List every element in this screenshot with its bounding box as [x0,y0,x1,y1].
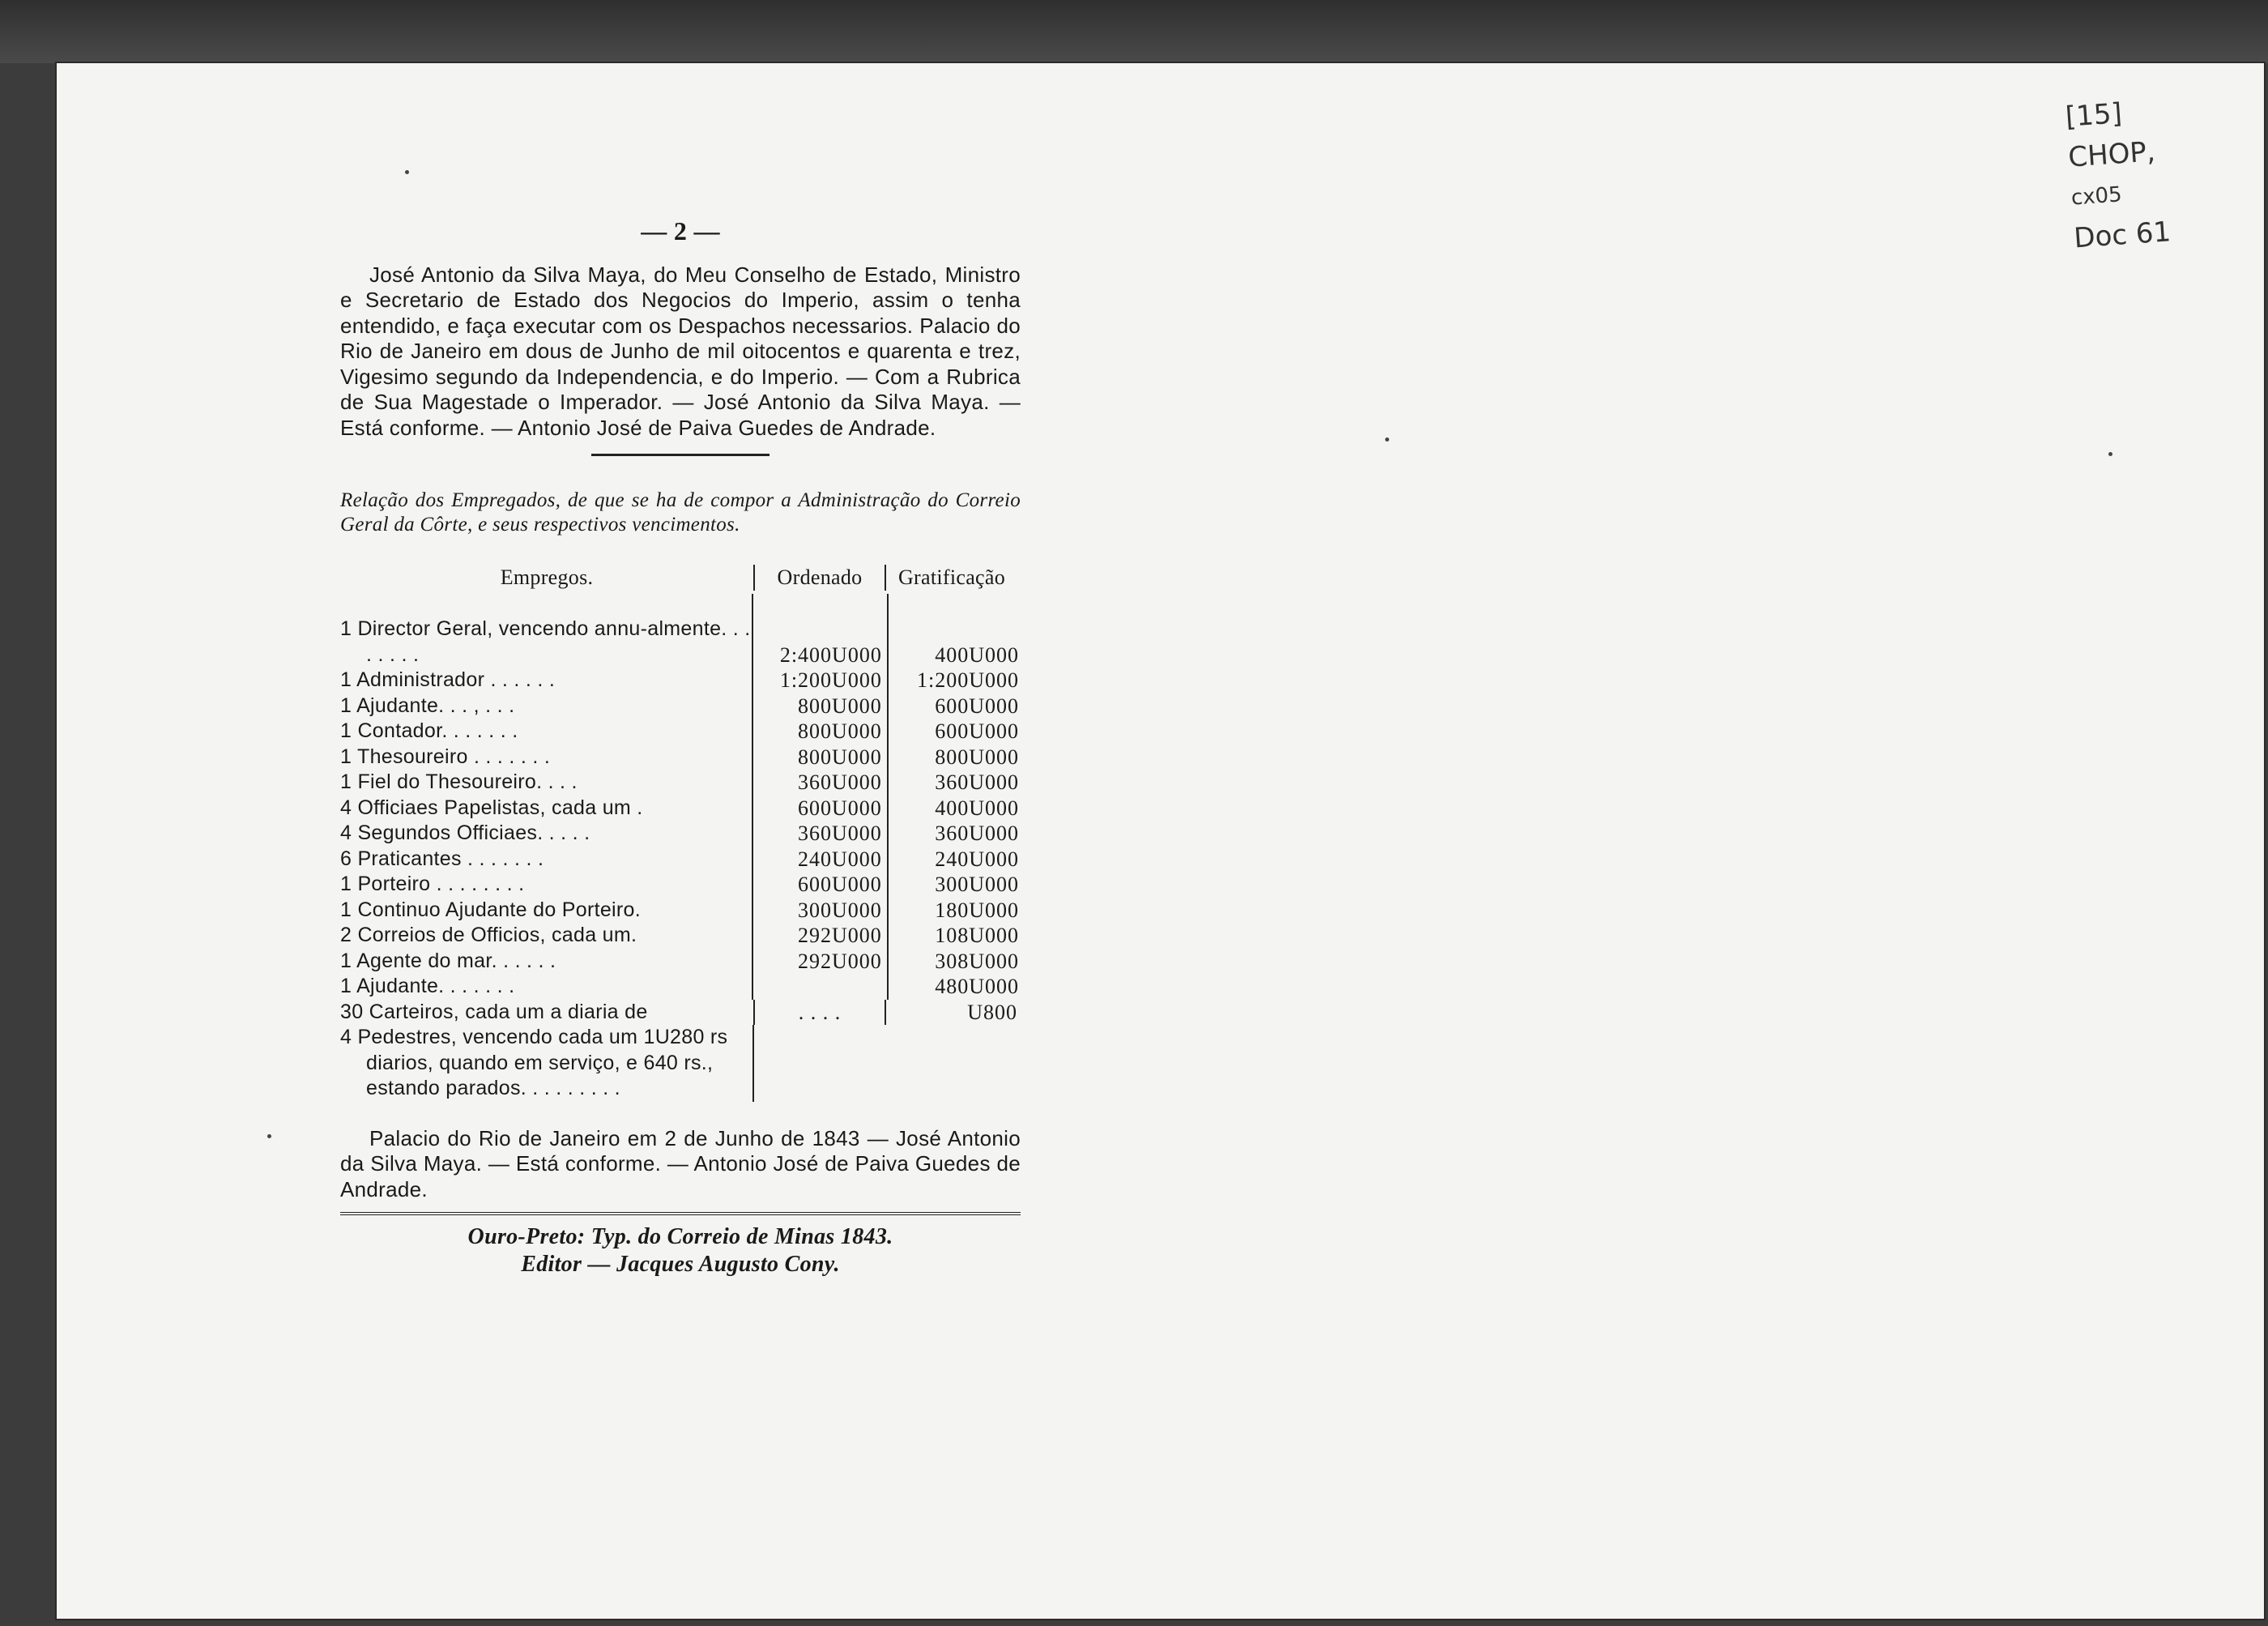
cell-emprego: 1 Fiel do Thesoureiro. . . . [340,770,578,793]
cell-emprego: 4 Pedestres, vencendo cada um 1U280 rs diarios, quando em serviço, e 640 rs., estando parados. . . . . . . . . [340,1026,734,1099]
table-row [340,1025,1021,1102]
cell-gratificacao: 600U000 [887,719,1021,745]
footer-divider [340,1212,1021,1215]
archive-annotation [2064,85,2253,259]
cell-gratificacao: 300U000 [887,872,1021,898]
archive-note: cx05 [2070,182,2123,211]
table-row [340,872,1021,898]
cell-gratificacao: 600U000 [887,694,1021,719]
section-divider [591,454,770,456]
cell-gratificacao: 108U000 [887,923,1021,949]
table-row [340,923,1021,949]
closing-section [340,1126,1021,1203]
table-row [340,974,1021,1000]
cell-emprego: 1 Thesoureiro . . . . . . . [340,745,551,768]
decree-section [340,262,1021,442]
imprint-line-1: Ouro-Preto: Typ. do Correio de Minas 1843. [467,1224,893,1249]
table-row [340,1000,1021,1026]
cell-emprego: 4 Segundos Officiaes. . . . . [340,822,590,844]
table-row [340,949,1021,975]
cell-ordenado: 240U000 [752,847,887,873]
cell-ordenado: . . . . [753,1000,885,1026]
cell-ordenado: 800U000 [752,745,887,770]
cell-ordenado [752,974,887,1000]
speck [1385,437,1389,442]
cell-gratificacao: U800 [885,1000,1019,1026]
speck [2108,452,2112,456]
cell-emprego: 1 Continuo Ajudante do Porteiro. [340,898,641,921]
cell-ordenado: 800U000 [752,694,887,719]
cell-gratificacao: 400U000 [887,617,1021,668]
table-row [340,821,1021,847]
cell-emprego: 1 Ajudante. . . . . . . [340,975,515,997]
scan-border [0,0,2268,63]
cell-emprego: 2 Correios de Officios, cada um. [340,924,637,946]
header-gratificacao: Gratificação [885,565,1017,591]
cell-gratificacao: 360U000 [887,770,1021,796]
table-row [340,745,1021,770]
table-row [340,898,1021,924]
table-row [340,719,1021,745]
archive-note: [15] [2064,97,2124,134]
cell-emprego: 6 Praticantes . . . . . . . [340,847,544,870]
cell-gratificacao: 360U000 [887,821,1021,847]
cell-ordenado: 292U000 [752,923,887,949]
page-number: — 2 — [641,216,720,245]
cell-emprego: 1 Porteiro . . . . . . . . [340,873,525,895]
cell-ordenado: 600U000 [752,872,887,898]
table-row [340,796,1021,822]
cell-emprego: 1 Contador. . . . . . . [340,719,518,742]
cell-emprego: 4 Officiaes Papelistas, cada um . [340,796,643,819]
cell-gratificacao: 180U000 [887,898,1021,924]
header-empregos: Empregos. [500,565,594,590]
salary-table [340,561,1021,1102]
cell-gratificacao [888,1025,1021,1102]
cell-ordenado: 2:400U000 [752,617,887,668]
decree-text: José Antonio da Silva Maya, do Meu Conselho de Estado, Ministro e Secretario de Estado dos Negocios do Imperio, assim o tenha entendido, e faça executar com os Despachos necessarios. Palacio do Rio de Janeiro em dous de Junho de mil oitocentos e quarenta e trez, Vigesimo segundo da Independencia, e do Imperio. — Com a Rubrica de Sua Magestade o Imperador. — José Antonio da Silva Maya. — Está conforme. — Antonio José de Paiva Guedes de Andrade. [340,262,1021,440]
table-gap [340,594,1021,617]
cell-ordenado: 600U000 [752,796,887,822]
archive-note: CHOP, [2067,135,2157,174]
cell-ordenado: 300U000 [752,898,887,924]
archive-note: Doc 61 [2073,216,2172,255]
imprint [340,1223,1021,1278]
cell-ordenado: 1:200U000 [752,668,887,694]
cell-gratificacao: 480U000 [887,974,1021,1000]
cell-gratificacao: 308U000 [887,949,1021,975]
table-heading: Relação dos Empregados, de que se ha de compor a Administração do Correio Geral da Côrte, e seus respectivos vencimentos. [340,489,1021,536]
cell-emprego: 30 Carteiros, cada um a diaria de [340,1000,648,1023]
printed-page [340,216,1021,1278]
cell-gratificacao: 400U000 [887,796,1021,822]
cell-emprego: 1 Agente do mar. . . . . . [340,949,556,972]
table-row [340,694,1021,719]
cell-gratificacao: 1:200U000 [887,668,1021,694]
speck [405,170,409,174]
cell-ordenado: 360U000 [752,770,887,796]
table-row [340,770,1021,796]
cell-gratificacao: 800U000 [887,745,1021,770]
cell-gratificacao: 240U000 [887,847,1021,873]
imprint-line-2: Editor — Jacques Augusto Cony. [521,1252,840,1277]
cell-emprego: 1 Administrador . . . . . . [340,668,556,691]
cell-emprego: 1 Director Geral, vencendo annu-almente. . . . . . . . [340,617,757,666]
table-row [340,847,1021,873]
speck [267,1134,271,1138]
cell-ordenado [752,1025,889,1102]
cell-ordenado: 800U000 [752,719,887,745]
cell-ordenado: 292U000 [752,949,887,975]
closing-text: Palacio do Rio de Janeiro em 2 de Junho de 1843 — José Antonio da Silva Maya. — Está conforme. — Antonio José de Paiva Guedes de Andrade. [340,1125,1021,1201]
table-row [340,668,1021,694]
cell-emprego: 1 Ajudante. . . , . . . [340,694,515,717]
header-ordenado: Ordenado [753,565,885,591]
table-row [340,617,1021,668]
table-header [340,561,1021,594]
cell-ordenado: 360U000 [752,821,887,847]
